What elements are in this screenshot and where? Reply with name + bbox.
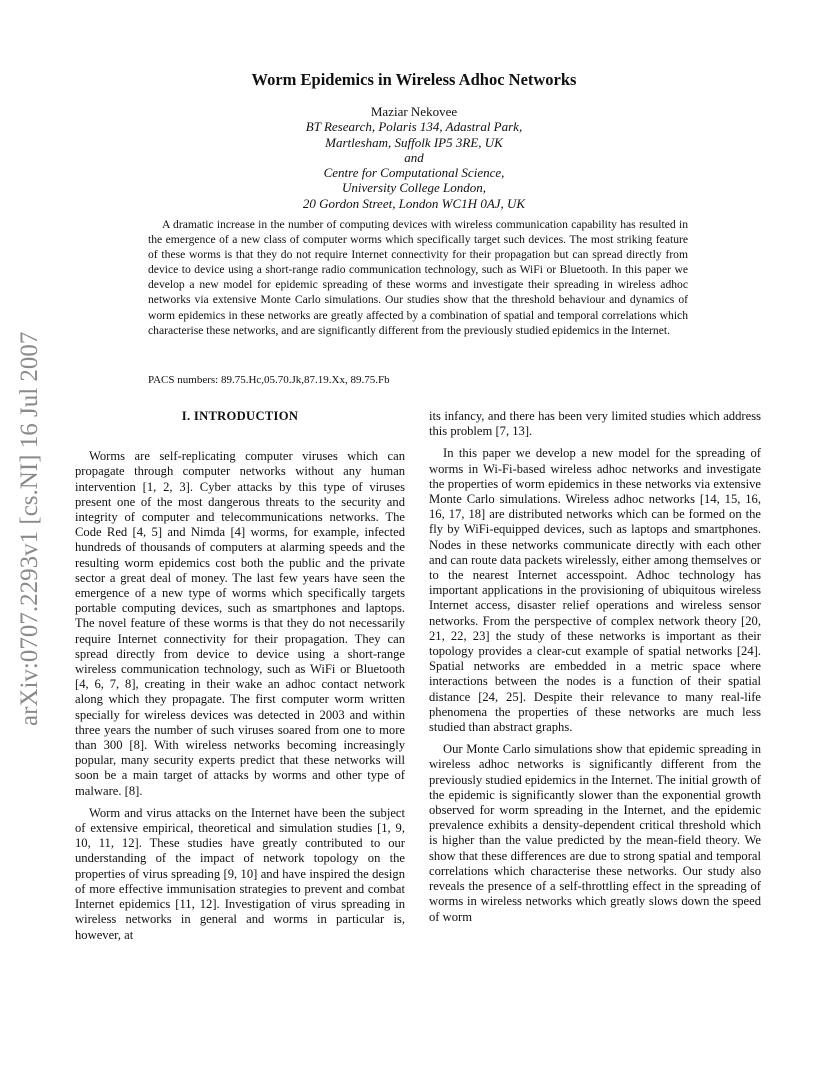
arxiv-stamp [10,280,46,730]
abstract: A dramatic increase in the number of computing devices with wireless communication capability has resulted in the emergence of a new class of computer worms which specifically target such devices. The most striking feature of these worms is that they do not require Internet connectivity for their propagation but can spread directly from device to device using a short-range radio communication technology, such as WiFi or Bluetooth. In this paper we develop a new model for epidemic spreading of these worms and investigate their spreading in wireless adhoc networks via extensive Monte Carlo simulations. Our studies show that the threshold behaviour and dynamics of worm epidemics in these networks are greatly affected by a combination of spatial and temporal correlations which characterise these networks, and are significantly different from the previously studied epidemics in the Internet. [148,218,688,337]
body-paragraph: Our Monte Carlo simulations show that epidemic spreading in wireless adhoc networks is significantly different from the previously studied epidemics in the Internet. The initial growth of the epidemic is significantly slower than the exponential growth observed for worm spreading in the Internet, and the epidemic prevalence exhibits a density-dependent critical threshold which is higher than the value predicted by the mean-field theory. We show that these differences are due to strong spatial and temporal correlations which characterise these networks. Our study also reveals the presence of a self-throttling effect in the spreading of worms in wireless networks which greatly slows down the speed of worm [429,742,761,924]
affiliation-line: 20 Gordon Street, London WC1H 0AJ, UK [302,195,526,211]
arxiv-id: arXiv:0707.2293v1 [cs.NI] 16 Jul 2007 [16,331,43,726]
body-paragraph: Worm and virus attacks on the Internet have been the subject of extensive empirical, theoretical and simulation studies [1, 9, 10, 11, 12]. These studies have greatly contributed to our understanding of the impact of network topology on the properties of virus spreading [9, 10] and have inspired the design of more effective immunisation strategies to prevent and combat Internet epidemics [11, 12]. Investigation of virus spreading in wireless networks in general and worms in particular is, however, at [75,805,405,942]
author-block [0,104,828,211]
left-column [75,409,405,943]
affiliation-line: Martlesham, Suffolk IP5 3RE, UK [325,134,503,150]
paper-title: Worm Epidemics in Wireless Adhoc Networks [251,70,577,89]
affiliation-conjunction: and [404,149,424,165]
right-column [429,409,761,925]
body-paragraph: its infancy, and there has been very limited studies which address this problem [7, 13]. [429,409,761,439]
pacs-numbers: PACS numbers: 89.75.Hc,05.70.Jk,87.19.Xx, 89.75.Fb [148,374,390,386]
section-heading: I. INTRODUCTION [181,409,299,423]
author-name: Maziar Nekovee [370,104,458,119]
affiliation-line: University College London, [341,180,487,196]
affiliation-line: Centre for Computational Science, [323,165,505,181]
body-paragraph: Worms are self-replicating computer viruses which can propagate through computer networks without any human intervention [1, 2, 3]. Cyber attacks by this type of viruses present one of the most dangerous threats to the security and integrity of computer and telecommunications networks. The Code Red [4, 5] and Nimda [4] worms, for example, infected hundreds of thousands of computers at alarming speeds and the resulting worm epidemics cost both the public and the private sector a great deal of money. The last few years have seen the emergence of a new type of worms which specifically targets portable computing devices, such as smartphones and laptops. The novel feature of these worms is that they do not necessarily require Internet connectivity for their propagation. They can spread directly from device to device using a short-range wireless communication technology, such as WiFi or Bluetooth [4, 6, 7, 8], creating in their wake an adhoc contact network along which they propagate. The first computer worm written specially for wireless devices was detected in 2003 and within three years the number of such viruses soared from one to more than 300 [8]. With wireless networks becoming increasingly popular, many security experts predict that these networks will soon be a main target of attacks by worms and other type of malware. [8]. [75,449,405,798]
affiliation-line: BT Research, Polaris 134, Adastral Park, [305,119,523,135]
body-paragraph: In this paper we develop a new model for the spreading of worms in Wi-Fi-based wireless adhoc networks and investigate the properties of worm epidemics in these networks via extensive Monte Carlo simulations. Wireless adhoc networks [14, 15, 16, 16, 17, 18] are distributed networks which can be formed on the fly by WiFi-equipped devices, such as laptops and smartphones. Nodes in these networks communicate directly with each other and can route data packets wirelessly, either among themselves or to the nearest Internet accesspoint. Adhoc technology has important applications in the provisioning of ubiquitous wireless Internet access, disaster relief operations and wireless sensor networks. From the perspective of complex network theory [20, 21, 22, 23] the study of these networks is important as their topology provides a clear-cut example of spatial networks [24]. Spatial networks are embedded in a metric space where interactions between the nodes is a function of their spatial distance [24, 25]. Despite their relevance to many real-life phenomena the properties of these networks are much less studied than abstract graphs. [429,446,761,735]
